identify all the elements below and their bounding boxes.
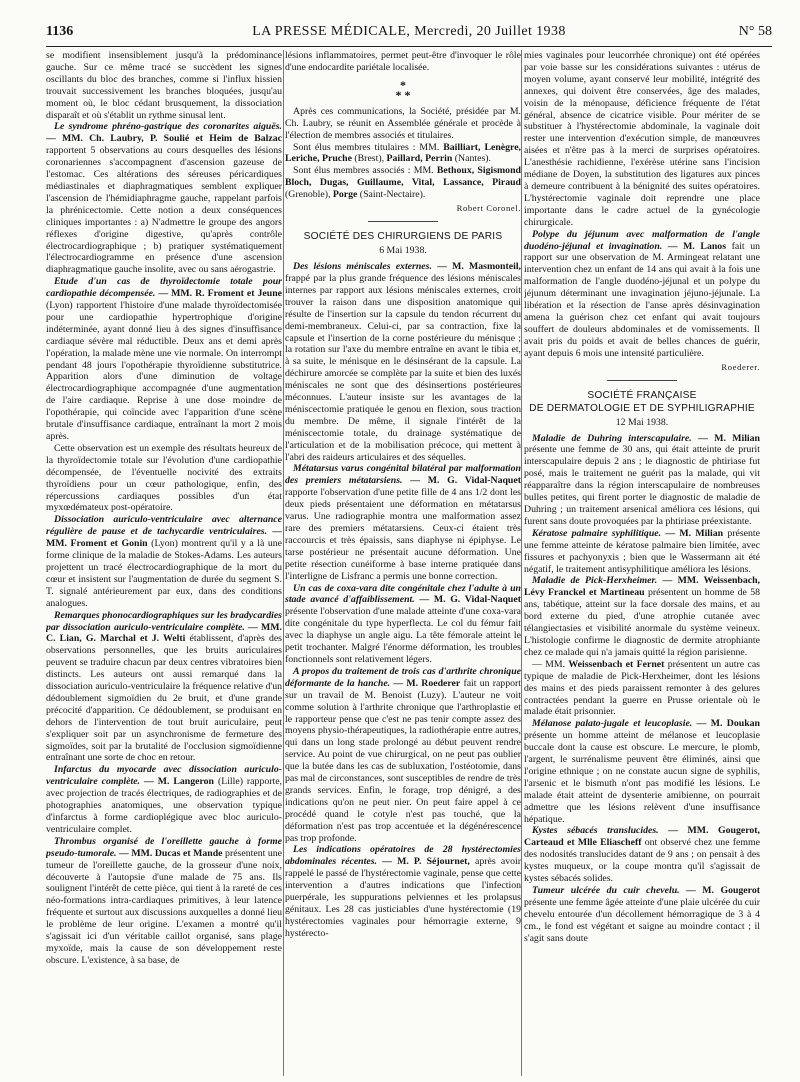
divider [607,380,677,381]
article-title: Les indications opératoires de 28 hystérectomies abdominales récentes. [285,844,521,868]
society-heading: DE DERMATOLOGIE ET DE SYPHILIGRAPHIE [529,402,755,414]
article-authors: — M. Milian [661,527,724,539]
article-authors: — MM. R. Froment et Jeune [155,288,282,300]
society-heading: SOCIÉTÉ DES CHIRURGIENS DE PARIS [303,231,503,243]
article-froment-jeune [46,276,282,443]
column-3 [524,50,760,1075]
article-authors: — M. Gougerot [679,885,760,896]
article-title: Des lésions méniscales externes. [293,261,432,273]
article-title: Kératose palmaire syphilitique. [532,527,662,539]
article-text: présentent un homme de 58 ans, tabétique, atteint sur la face dorsale des mains, et au bord externe du pied, d'une atrophie cutanée avec télangiectasies et visibilité anormale du système veineux. L'histologie confirme le diagnostic de dermite atrophiante chez ce malade qui n'a jamais quitté la région parisienne. [524,587,760,658]
article-laubry [46,121,282,276]
article-text: (Lyon) montrent qu'il y a là une forme clinique de la maladie de Stokes-Adams. Les auteurs projettent un tracé électrocardiographique de la mort du cœur et insistent sur l'augmentation de durée du segment S. T. signalé antérieurement par eux, dans des conditions analogues. [46,538,282,609]
article-vidal-naquet-1 [285,463,521,582]
paragraph: Après ces communications, la Société, présidée par M. Ch. Laubry, se réunit en Assemblée générale et procède à l'élection de membres associés et titulaires. [285,105,521,141]
article-title: Polype du jéjunum avec malformation de l'angle duodéno-jéjunal et invagination. [524,228,760,252]
article-title: Maladie de Duhring interscapulaire. [532,432,692,444]
text: Sont élus membres associés : MM. [293,165,437,177]
article-froment-gonin [46,514,282,609]
article-text: présentent un autre cas typique de maladie de Pick-Herxheimer, dont les lésions des mains et des pieds paraissent remonter à des gelures contractées pendant la guerre en Prusse orientale où le malade était prisonnier. [524,658,760,718]
article-gougerot-1 [524,825,760,885]
article-authors: Weissenbach et Fernet [568,658,665,670]
article-title: A propos du traitement de trois cas d'arthrite chronique déformante de la hanche. [285,665,521,689]
article-text: ont observé chez une femme des nodosités translucides datant de 9 ans ; on pensait à des kystes muqueux, or la coupe montra qu'il s'agissait de kystes sébacés solides. [524,837,760,885]
article-text: (Lyon) rapportent l'histoire d'une malade thyroïdectomisée pour une cardiopathie hypertrophique d'origine indéterminée, ayant donné lieu à des signes d'insuffisance cardiaque sévère mal réductible. Deux ans et demi après l'opération, la malade mène une vie normale. On interrompt pendant 48 jours l'opothérapie thyroïdienne substitutrice. Apparition alors d'une diminution de voltage électrocardiographique accompagnée d'une augmentation de l'aire cardiaque. Reprise à une dose moindre de l'opothérapie, qui coïncide avec l'apparition d'une scène brutale d'insuffisance cardiaque, entraînant la mort 2 mois après. [46,300,282,442]
article-text: fait un rapport sur une observation de M. Armingeat relatant une intervention chez un enfant de 14 ans qui avait à la fois une malformation de l'angle duodéno-jéjunal et un polype du jéjunum déterminant une invagination jéjuno-jéjunale. La libération et la résection de l'anse après désinvagination amena la guérison chez cet enfant qui avait toujours souffert de douleurs abdominales et de vomissements. Il avait pris du poids et avait de belles chances de guérir, ayant depuis 6 mois une intensité particulière. [524,240,760,359]
article-authors: — M. Roederer [390,677,461,689]
article-text: fait un rapport sur un travail de M. Benoist (Luzy). L'auteur ne voit comme solution à l'arthrite chronique que l'arthroplastie et le rapporteur pense que c'est ne pas tenir compte assez des moyens physio-thérapeutiques, la radiothérapie entre autres, qui dans un long stade prolongé au début peuvent rendre service. Au point de vue chirurgical, on ne peut pas oublier que la butée dans les cas de subluxation, l'ostéotomie, dans pas mal de circonstances, sont susceptibles de rendre de très grands services. Enfin, le forage, trop dénigré, a des indications qu'on ne peut nier. On peut faire appel à ce procédé quand le cotyle n'est pas touché, que la déformation n'est pas trop accentuée et la dégénérescence pas trop profonde. [285,677,521,844]
member-names: Bailliart, Lenègre, Leriche, Pruche [285,141,521,165]
article-text: présente l'observation d'une malade atteinte d'une coxa-vara dite congénitale du type hyperflecta. Le col du fémur fait avec la diaphyse un angle aigu. La tête fémorale atteint le petit trochanter. Malgré l'énorme déformation, les troubles fonctionnels sont relativement légers. [285,606,521,665]
elected-associate-members [285,165,521,201]
text: (Saint-Nectaire). [357,189,426,201]
column-2 [285,50,521,1075]
article-title: Mélanose palato-jugale et leucoplasie. [532,718,693,730]
article-authors: — MM. Weissenbach, Lévy Franckel et Martineau [524,575,760,599]
member-names: Bethoux, Sigismond Bloch, Dugas, Guillaume, Vital, Lassance, Piraud [285,165,521,189]
text: (Nantes). [452,153,491,165]
article-gougerot-2 [524,885,760,945]
column-divider [521,50,522,1076]
article-text: (Lille) rapporte, avec projection de tracés électriques, de radiographies et de photographies anatomiques, une observation typique d'infarctus à forme cardioplégique avec bloc auriculo-ventriculaire complet. [46,776,282,835]
article-masmonteil [285,261,521,463]
society-heading: SOCIÉTÉ FRANÇAISE [587,389,697,401]
issue-number: N° 58 [738,24,772,39]
article-title: Un cas de coxa-vara dite congénitale chez l'adulte à un stade avancé d'affaiblissement. [285,582,521,606]
article-authors: — M. Milian [691,432,760,444]
article-authors: — M. G. Vidal-Naquet [414,594,521,606]
article-roederer [285,666,521,845]
article-text: frappé par la plus grande fréquence des lésions méniscales internes par rapport aux lésions méniscales externes, croit trouver la raison dans une disposition anatomique qui résulte de l'insertion sur la capsule du tendon récurrent du demi-membraneux. Celui-ci, par sa contraction, fixe la capsule et l'insertion de la corne postérieure du ménisque ; la rotation sur l'axe du membre entraîne en avant le tibia et, à sa suite, le ménisque en le désinsérant de la capsule. La déchirure amorcée se complète par la suite et bien des luxés méniscales ne sont que des désinsertions postérieures méconnues. L'auteur insiste sur les avantages de la méniscectomie pratiquée le genou en flexion, sous traction du membre. De même, il signale l'intérêt de la méniscectomie totale, du drainage systématique de l'articulation et de la mobilisation précoce, qui mettent à l'abri des raideurs articulaires et des séquelles. [285,272,521,463]
article-title: Kystes sébacés translucides. [532,825,659,837]
article-text: présente une femme âgée atteinte d'une plaie ulcérée du cuir chevelu entourée d'un décollement hémorragique de 3 à 4 cm., le fond est végétant et saigne au moindre contact ; il s'agit sans doute [524,896,760,944]
article-authors: — MM. Froment et Gonin [46,526,282,550]
article-lanos [524,229,760,360]
article-text: établissent, d'après des observations personnelles, que les bruits auriculaires peuvent se traduire chacun par deux centres vibratoires bien distincts. Les auteurs ont aussi remarqué dans la dissociation auriculo-ventriculaire la fréquence relative d'un dédoublement sigmoïdien du 2e bruit, et d'une grande précocité d'apparition. Ce dédoublement, se produisant en dehors de l'intervention de tout bruit auriculaire, peut s'expliquer soit par un asynchronisme de fermeture des sigmoïdes, soit par la brutalité de l'occlusion sigmoïdienne entraînant une sorte de choc en retour. [46,633,282,764]
journal-title: LA PRESSE MÉDICALE, Mercredi, 20 Juillet 1938 [252,24,566,39]
article-milian-2 [524,528,760,576]
article-weissenbach-fernet [524,659,760,719]
article-text: présente un homme atteint de mélanose et leucoplasie buccale dont la cause est obscure. Le mercure, le plomb, l'argent, le surrénalisme peuvent être éliminés, ainsi que l'origine ethnique ; on ne constate aucun signe de syphilis, l'arsenic et le bismuth n'ont pas modifié les lésions. Le malade était atteint de dysenterie amibienne, on pourrait admettre que les lésions relèvent d'une insuffisance hépatique. [524,730,760,825]
article-text: présente une femme atteinte de kératose palmaire bien limitée, avec fissures et pachyonyxis ; bien que le Wassermann ait été négatif, le traitement antisyphilitique améliora les lésions. [524,527,760,575]
article-text: présente une femme de 30 ans, qui était atteinte de prurit interscapulaire depuis 2 ans ; le diagnostic de phtiriase fut posé, mais le traitement ne guérit pas la malade, qui vit réapparaître dans la région interscapulaire de nombreuses bulles petites, qui firent porter le diagnostic de maladie de Duhring ; un traitement arsenical améliora ces lésions, qui furent sans doute provoquées par la phtiriase préexistante. [524,444,760,527]
article-title: Infarctus du myocarde avec dissociation auriculo-ventriculaire complète. [46,764,282,788]
article-authors: — M. Langeron [140,776,214,788]
text: (Brest), [351,153,387,165]
article-sejournet [285,844,521,939]
article-milian-1 [524,433,760,528]
article-text: rapporte l'observation d'une petite fille de 4 ans 1/2 dont les deux pieds présentaient une déformation en métatarsus varus. Une radiographie montra une malformation assez rare des premiers métatarsiens. Ceux-ci étaient très raccourcis et très épaissis, sans diaphyse ni épiphyse. Le tarse postérieur ne présentait aucune déformation. Une petite résection cunéiforme à base interne pratiquée dans l'interligne de Lisfranc a permis une bonne correction. [285,487,521,582]
article-lian [46,610,282,765]
article-authors: — MM. Gougerot, Carteaud et Mlle Eliascheff [524,825,760,849]
article-authors: — MM. C. Lian, G. Marchal et J. Welti [46,621,282,645]
paragraph: mies vaginales pour leucorrhée chronique) ont été opérées par voie basse sur les considérations suivantes : utérus de moyen volume, ayant conservé leur mobilité, intégrité des annexes, qui doivent être conservées, âge des malades, voisin de la ménopause, déficience fréquente de l'état général, absence de cicatrice visible. Pour mériter de se substituer à l'hystérectomie abdominale, la vaginale doit rester une intervention d'exécution simple, de manœuvres aisées et n'être pas à la merci de surprises opératoires. L'anesthésie rachidienne, l'exérèse utérine sans l'incision médiane de Doyen, la substitution des ligatures aux pinces à demeure contribuent à la bénignité des suites opératoires. L'hystérectomie vaginale doit reprendre une place importante dans le cadre actuel de la gynécologie chirurgicale. [524,50,760,228]
member-names: Porge [332,189,358,201]
article-text: présentent une tumeur de l'oreillette gauche, de la grosseur d'une noix, découverte à l'autopsie d'une malade de 75 ans. Ils soulignent l'intérêt de cette pièce, qui tient à la rareté de ces néo-formations intra-cardiaques primitives, à leur latence fréquente et surtout aux discussions auxquelles a donné lieu le problème de leur origine. L'examen a montré qu'il s'agissait ici d'un véritable caillot organisé, sans plage myxoïde, mais la cause de son développement reste obscure. L'existence, à sa base, de [46,847,282,966]
paragraph: se modifient insensiblement jusqu'à la prédominance gauche. Sur ce même tracé se succèdent les signes oscillants du bloc des branches, comme si l'influx hissien trouvait successivement les branches bloquées, jusqu'au moment où, le bloc cédant brusquement, la dissociation disparaît et où s'établit un rythme sinusal lent. [46,50,282,121]
signature: Robert Coronel. [456,203,521,214]
article-authors: — M. Masmonteil, [431,261,521,273]
article-title: Maladie de Pick-Herxheimer. [532,575,658,587]
text: Sont élus membres titulaires : MM. [293,141,444,153]
article-authors: — MM. Ducas et Mande [116,847,223,859]
article-authors: — M. P. Séjournet, [376,856,470,868]
article-title: Remarques phonocardiographiques sur les bradycardies par dissociation auriculo-ventriculaire complète. [46,609,282,633]
page-number: 1136 [46,24,74,39]
column-1 [46,50,282,1075]
text: — MM. [532,658,569,670]
column-divider [283,50,284,1076]
paragraph: Cette observation est un exemple des résultats heureux de la thyroïdectomie totale sur l'évolution d'une cardiopathie décompensée, de l'éventuelle nocivité des extraits thyroïdiens pour un cœur pathologique, enfin, des répercussions cardiaques possibles d'un état myxœdémateux post-opératoire. [46,442,282,514]
article-text: rapportent 5 observations au cours desquelles des lésions coronariennes s'accompagnent d'ascension gazeuse de l'estomac. Ces altérations des séreuses péricardiques médiastinales et diaphragmatiques semblent expliquer l'ascension de l'hémidiaphragme gauche, rappelant parfois la phrénicectomie. Cette notion a deux conséquences cliniques importantes : a) N'admettre le groupe des angors réflexes d'origine digestive, qu'après contrôle électrocardiographique ; b) pratiquer systématiquement l'électrocardiogramme en présence d'une ascension diaphragmatique gauche insolite, avec ou sans aérogastrie. [46,145,282,276]
article-authors: — M. G. Vidal-Naquet [402,475,521,487]
article-authors: — MM. Ch. Laubry, P. Soulié et Heim de Balzac [46,133,282,145]
divider [368,221,438,222]
article-title: Le syndrome phréno-gastrique des coronarites aiguës. [54,121,282,133]
article-ducas [46,836,282,967]
article-text: après avoir rappelé le passé de l'hystérectomie vaginale, pense que cette intervention a d'autres indications que l'infection puerpérale, les suppurations pelviennes et les prolapsus génitaux. Les 28 cas justiciables d'une hystérectomie (19 hystérectomies vaginales pour hémorragie externe, 9 hystérecto- [285,856,521,939]
session-date: 6 Mai 1938. [379,245,427,257]
article-authors: — M. Lanos [662,240,727,252]
paragraph: lésions inflammatoires, permet peut-être d'invoquer le rôle d'une endocardite pariétale localisée. [285,50,521,73]
session-date: 12 Mai 1938. [615,416,669,428]
text: (Grenoble), [285,189,333,201]
section-separator: * * * [395,77,411,102]
page-header [46,22,772,47]
article-langeron [46,764,282,835]
elected-titular-members [285,142,521,166]
article-title: Thrombus organisé de l'oreillette gauche à forme pseudo-tumorale. [46,835,282,859]
article-weissenbach [524,575,760,658]
article-title: Métatarsus varus congénital bilatéral par malformation des premiers métatarsiens. [285,463,521,487]
article-authors: — M. Doukan [692,718,760,730]
article-title: Dissociation auriculo-ventriculaire avec alternance régulière de pause et de tachycardie ventriculaires. [46,514,282,538]
member-names: Paillard, Perrin [386,153,453,165]
article-doukan [524,718,760,825]
signature: Roederer. [721,361,760,372]
article-title: Tumeur ulcérée du cuir chevelu. [532,885,680,896]
article-title: Etude d'un cas de thyroïdectomie totale pour cardiopathie décompensée. [46,276,282,300]
article-vidal-naquet-2 [285,583,521,666]
